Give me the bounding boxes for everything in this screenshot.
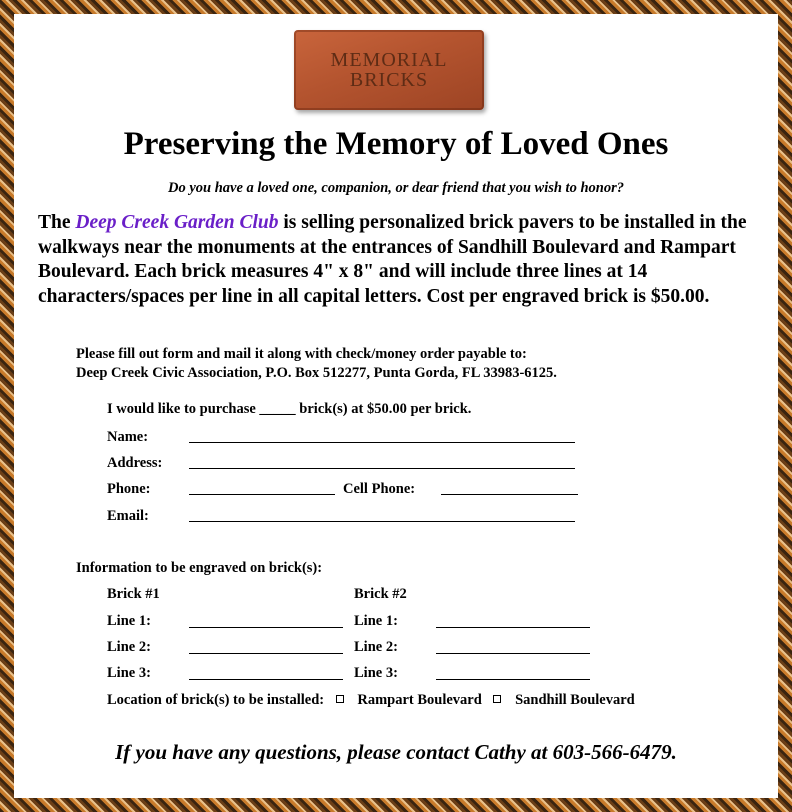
memorial-bricks-logo <box>294 30 484 110</box>
brick-1-line-3-field[interactable] <box>189 679 343 680</box>
brick-1-line-1-field[interactable] <box>189 627 343 628</box>
phone-field[interactable] <box>189 494 335 495</box>
club-name: Deep Creek Garden Club <box>75 212 279 233</box>
quantity-blank[interactable]: _____ <box>259 401 296 417</box>
brick-1-line-1-label: Line 1: <box>107 613 151 629</box>
intro-body: is selling personalized brick pavers to be installed in the walkways near the monuments at the entrances of Sandhill Boulevard and Rampart Boulevard. Each brick measures 4" x 8" and will include three lines at 14 characters/spaces per line in all capital letters. Cost per engraved brick is $50.00. <box>38 212 747 307</box>
brick-1-heading: Brick #1 <box>107 586 160 602</box>
sandhill-option-label: Sandhill Boulevard <box>515 692 635 708</box>
engraving-heading: Information to be engraved on brick(s): <box>76 560 323 576</box>
email-field[interactable] <box>189 521 575 522</box>
logo-line-2: BRICKS <box>349 69 429 91</box>
address-field[interactable] <box>189 468 575 469</box>
phone-label: Phone: <box>107 481 151 497</box>
mail-line-2: Deep Creek Civic Association, P.O. Box 512277, Punta Gorda, FL 33983-6125. <box>76 365 557 381</box>
subtitle: Do you have a loved one, companion, or dear friend that you wish to honor? <box>168 180 624 196</box>
brick-1-line-2-label: Line 2: <box>107 639 151 655</box>
cell-phone-field[interactable] <box>441 494 578 495</box>
sandhill-checkbox[interactable] <box>493 695 501 703</box>
mail-instructions <box>76 345 756 383</box>
location-row <box>107 691 635 709</box>
cell-phone-label: Cell Phone: <box>343 481 416 497</box>
rampart-option-label: Rampart Boulevard <box>357 692 482 708</box>
contact-footer: If you have any questions, please contact Cathy at 603-566-6479. <box>115 740 677 764</box>
rampart-checkbox[interactable] <box>336 695 344 703</box>
location-label: Location of brick(s) to be installed: <box>107 692 325 708</box>
name-label: Name: <box>107 429 149 445</box>
brick-2-line-2-field[interactable] <box>436 653 590 654</box>
brick-1-line-3-label: Line 3: <box>107 665 151 681</box>
logo-line-1: MEMORIAL <box>330 49 448 71</box>
email-label: Email: <box>107 508 149 524</box>
brick-2-line-1-field[interactable] <box>436 627 590 628</box>
address-label: Address: <box>107 455 163 471</box>
brick-1-line-2-field[interactable] <box>189 653 343 654</box>
brick-2-line-2-label: Line 2: <box>354 639 398 655</box>
intro-paragraph <box>38 211 776 309</box>
purchase-suffix: brick(s) at $50.00 per brick. <box>299 401 472 417</box>
page-title: Preserving the Memory of Loved Ones <box>123 126 669 162</box>
brick-2-heading: Brick #2 <box>354 586 407 602</box>
name-field[interactable] <box>189 442 575 443</box>
purchase-prefix: I would like to purchase <box>107 401 256 417</box>
brick-2-line-3-field[interactable] <box>436 679 590 680</box>
mail-line-1: Please fill out form and mail it along with check/money order payable to: <box>76 346 527 362</box>
intro-prefix: The <box>38 212 76 233</box>
brick-2-line-3-label: Line 3: <box>354 665 398 681</box>
purchase-sentence <box>107 400 471 418</box>
brick-2-line-1-label: Line 1: <box>354 613 398 629</box>
